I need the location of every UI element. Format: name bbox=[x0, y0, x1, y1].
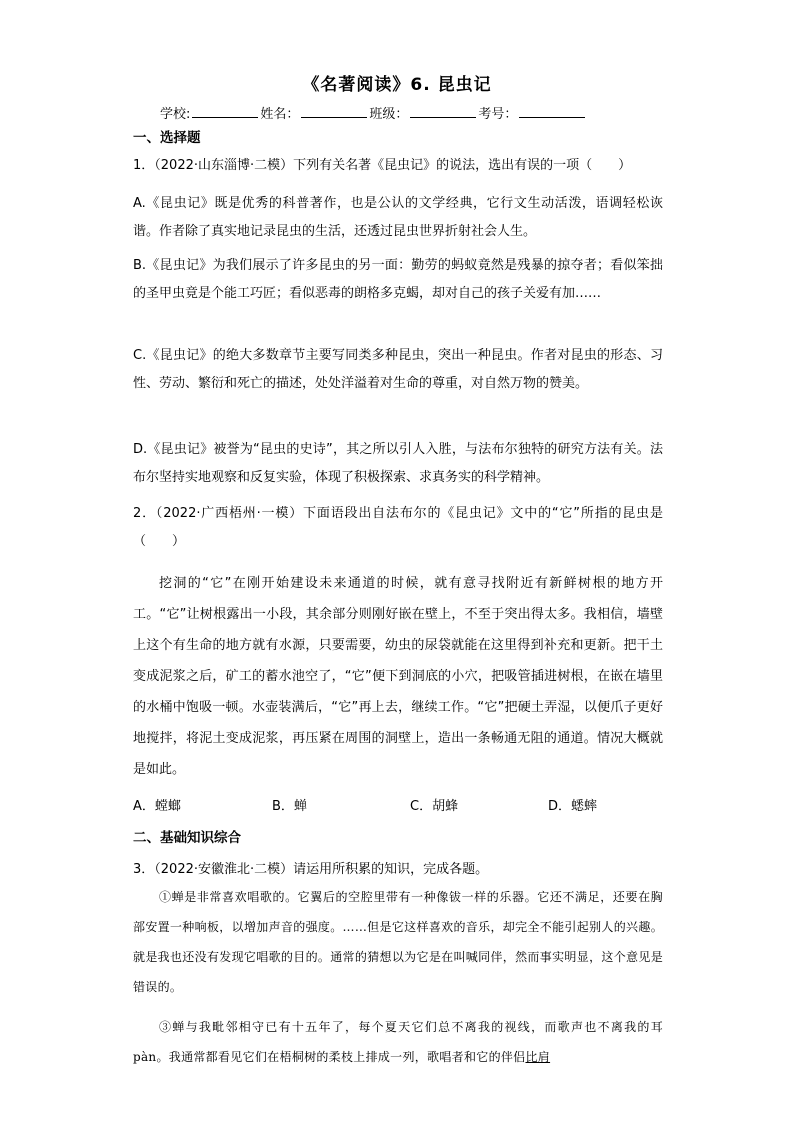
q3-paragraph-3-text: ③蝉与我毗邻相守已有十五年了，每个夏天它们总不离我的视线，而歌声也不离我的耳 pàn。我通常都看见它们在梧桐树的柔枝上排成一列，歌唱者和它的伴侣 bbox=[133, 1020, 663, 1064]
q3-paragraph-3 bbox=[133, 1012, 663, 1072]
q3-stem: 3．（2022·安徽淮北·二模）请运用所积累的知识，完成各题。 bbox=[133, 862, 489, 877]
school-label: 学校: bbox=[160, 107, 191, 122]
q2-option-d[interactable]: D．蟋蟀 bbox=[548, 799, 598, 814]
class-blank[interactable] bbox=[410, 104, 476, 118]
q2-option-b[interactable]: B．蝉 bbox=[272, 799, 307, 814]
number-label: 考号： bbox=[478, 107, 518, 122]
name-label: 姓名： bbox=[260, 107, 300, 122]
q1-option-b[interactable]: B.《昆虫记》为我们展示了许多昆虫的另一面：勤劳的蚂蚁竟然是残暴的掠夺者；看似笨拙的圣甲虫竟是个能工巧匠；看似恶毒的朗格多克蝎，却对自己的孩子关爱有加…… bbox=[133, 258, 663, 301]
q3-underlined-word: 比肩 bbox=[525, 1050, 551, 1064]
section-heading-choice: 一、选择题 bbox=[133, 130, 201, 146]
class-label: 班级： bbox=[369, 107, 409, 122]
number-blank[interactable] bbox=[519, 104, 585, 118]
page-title: 《名著阅读》6. 昆虫记 bbox=[302, 75, 492, 95]
q1-option-a[interactable]: A.《昆虫记》既是优秀的科普著作，也是公认的文学经典，它行文生动活泼，语调轻松诙谐。作者除了真实地记录昆虫的生活，还透过昆虫世界折射社会人生。 bbox=[133, 196, 663, 239]
q1-option-c[interactable]: C.《昆虫记》的绝大多数章节主要写同类多种昆虫，突出一种昆虫。作者对昆虫的形态、习性、劳动、繁衍和死亡的描述，处处洋溢着对生命的尊重，对自然万物的赞美。 bbox=[133, 348, 663, 391]
q2-passage: 挖洞的“它”在刚开始建设未来通道的时候，就有意寻找附近有新鲜树根的地方开工。“它”让树根露出一小段，其余部分则刚好嵌在壁上，不至于突出得太多。我相信，墙壁上这个有生命的地方就有水源，只要需要，幼虫的尿袋就能在这里得到补充和更新。把干土变成泥浆之后，矿工的蓄水池空了，“它”便下到洞底的小穴，把吸管插进树根，在嵌在墙里的水桶中饱吸一顿。水壶装满后，“它”再上去，继续工作。“它”把硬土弄湿，以便爪子更好地搅拌，将泥土变成泥浆，再压紧在周围的洞壁上，造出一条畅通无阻的通道。情况大概就是如此。 bbox=[133, 576, 663, 777]
q2-option-c[interactable]: C．胡蜂 bbox=[410, 799, 459, 814]
section-heading-basics: 二、基础知识综合 bbox=[133, 830, 241, 846]
name-blank[interactable] bbox=[301, 104, 367, 118]
q2-stem: 2．（2022·广西梧州·一模）下面语段出自法布尔的《昆虫记》文中的“它”所指的昆虫是（ ） bbox=[133, 506, 663, 549]
q2-option-a[interactable]: A．螳螂 bbox=[133, 799, 181, 814]
q1-option-d[interactable]: D.《昆虫记》被誉为“昆虫的史诗”，其之所以引人入胜，与法布尔独特的研究方法有关。法布尔坚持实地观察和反复实验，体现了积极探索、求真务实的科学精神。 bbox=[133, 442, 663, 485]
q3-paragraph-1: ①蝉是非常喜欢唱歌的。它翼后的空腔里带有一种像钹一样的乐器。它还不满足，还要在胸部安置一种响板，以增加声音的强度。……但是它这样喜欢的音乐，却完全不能引起别人的兴趣。就是我也还没有发现它唱歌的目的。通常的猜想以为它是在叫喊同伴，然而事实明显，这个意见是错误的。 bbox=[133, 890, 663, 994]
school-blank[interactable] bbox=[192, 104, 258, 118]
student-info-line bbox=[160, 103, 587, 122]
q1-stem: 1．（2022·山东淄博·二模）下列有关名著《昆虫记》的说法，选出有误的一项（ ） bbox=[133, 158, 632, 173]
